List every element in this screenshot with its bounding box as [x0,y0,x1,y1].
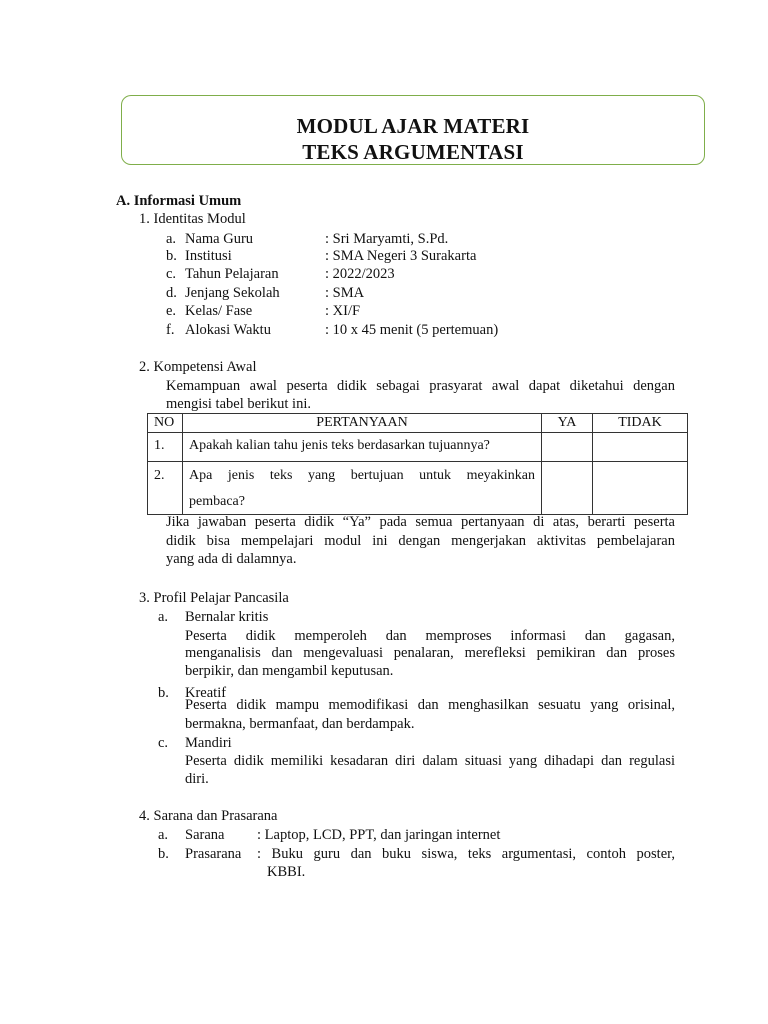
kompetensi-after-line-3: yang ada di dalamnya. [166,551,297,567]
profil-item-text-line: Peserta didik memiliki kesadaran diri dalam situasi yang dihadapi dan regulasi [185,753,675,769]
profil-item-title: Kreatif [185,685,227,701]
identitas-marker: a. [166,231,177,247]
table-header-row [148,414,688,433]
identitas-value: : XI/F [325,303,361,319]
profil-marker: b. [158,685,169,701]
sarana-value: : Buku guru dan buku siswa, teks argumentasi, contoh poster, [257,846,675,862]
question-text-line-2: pembaca? [189,494,245,509]
table-cell-question [183,462,542,515]
identitas-marker: c. [166,266,177,282]
sarana-value-continuation: KBBI. [267,864,306,880]
kompetensi-heading: 2. Kompetensi Awal [139,359,257,375]
identitas-label: Tahun Pelajaran [185,266,279,282]
table-cell-no: 2. [148,462,183,515]
table-header-no: NO [148,414,183,433]
identitas-marker: e. [166,303,177,319]
profil-item-text-line: diri. [185,771,209,787]
profil-item-text-line: Peserta didik memperoleh dan memproses informasi dan gagasan, [185,628,675,644]
title-box [121,95,705,165]
identitas-heading: 1. Identitas Modul [139,211,246,227]
profil-item-text-line: menganalisis dan mengevaluasi penalaran, merefleksi pemikiran dan proses [185,645,675,661]
sarana-label: Prasarana [185,846,242,862]
section-a-heading: A. Informasi Umum [116,193,242,209]
question-text: Apakah kalian tahu jenis teks berdasarkan tujuannya? [189,438,490,453]
question-text-line-1: Apa jenis teks yang bertujuan untuk meyakinkan [189,468,535,483]
sarana-label: Sarana [185,827,225,843]
profil-heading: 3. Profil Pelajar Pancasila [139,590,289,606]
kompetensi-after-line-2: didik bisa mempelajari modul ini dengan mengerjakan aktivitas pembelajaran [166,533,675,549]
table-cell-tidak[interactable] [593,433,688,462]
profil-marker: c. [158,735,169,751]
table-header-ya: YA [542,414,593,433]
identitas-value: : 10 x 45 menit (5 pertemuan) [325,322,499,338]
identitas-label: Kelas/ Fase [185,303,253,319]
table-header-pertanyaan: PERTANYAAN [183,414,542,433]
identitas-value: : 2022/2023 [325,266,395,282]
profil-item-title: Bernalar kritis [185,609,269,625]
identitas-label: Institusi [185,248,232,264]
sarana-marker: a. [158,827,169,843]
profil-item-text-line: Peserta didik mampu memodifikasi dan menghasilkan sesuatu yang orisinal, [185,697,675,713]
sarana-marker: b. [158,846,169,862]
identitas-value: : Sri Maryamti, S.Pd. [325,231,449,247]
table-cell-no: 1. [148,433,183,462]
identitas-marker: d. [166,285,177,301]
sarana-heading: 4. Sarana dan Prasarana [139,808,278,824]
profil-item-text-line: bermakna, bermanfaat, dan berdampak. [185,716,415,732]
table-header-tidak: TIDAK [593,414,688,433]
kompetensi-table [147,413,688,515]
sarana-value: : Laptop, LCD, PPT, dan jaringan internet [257,827,501,843]
profil-marker: a. [158,609,169,625]
table-cell-question [183,433,542,462]
identitas-marker: f. [166,322,175,338]
title-line-2: TEKS ARGUMENTASI [302,140,524,164]
profil-item-text-line: berpikir, dan mengambil keputusan. [185,663,394,679]
identitas-label: Jenjang Sekolah [185,285,280,301]
table-row [148,433,688,462]
title-line-1: MODUL AJAR MATERI [296,114,530,138]
kompetensi-after-line-1: Jika jawaban peserta didik “Ya” pada semua pertanyaan di atas, berarti peserta [166,514,675,530]
table-cell-tidak[interactable] [593,462,688,515]
identitas-label: Alokasi Waktu [185,322,271,338]
kompetensi-intro-line-2: mengisi tabel berikut ini. [166,396,311,412]
identitas-marker: b. [166,248,177,264]
table-cell-ya[interactable] [542,462,593,515]
identitas-value: : SMA [325,285,365,301]
identitas-label: Nama Guru [185,231,254,247]
kompetensi-intro-line-1: Kemampuan awal peserta didik sebagai prasyarat awal dapat diketahui dengan [166,378,675,394]
identitas-value: : SMA Negeri 3 Surakarta [325,248,477,264]
table-row [148,462,688,515]
table-cell-ya[interactable] [542,433,593,462]
profil-item-title: Mandiri [185,735,232,751]
